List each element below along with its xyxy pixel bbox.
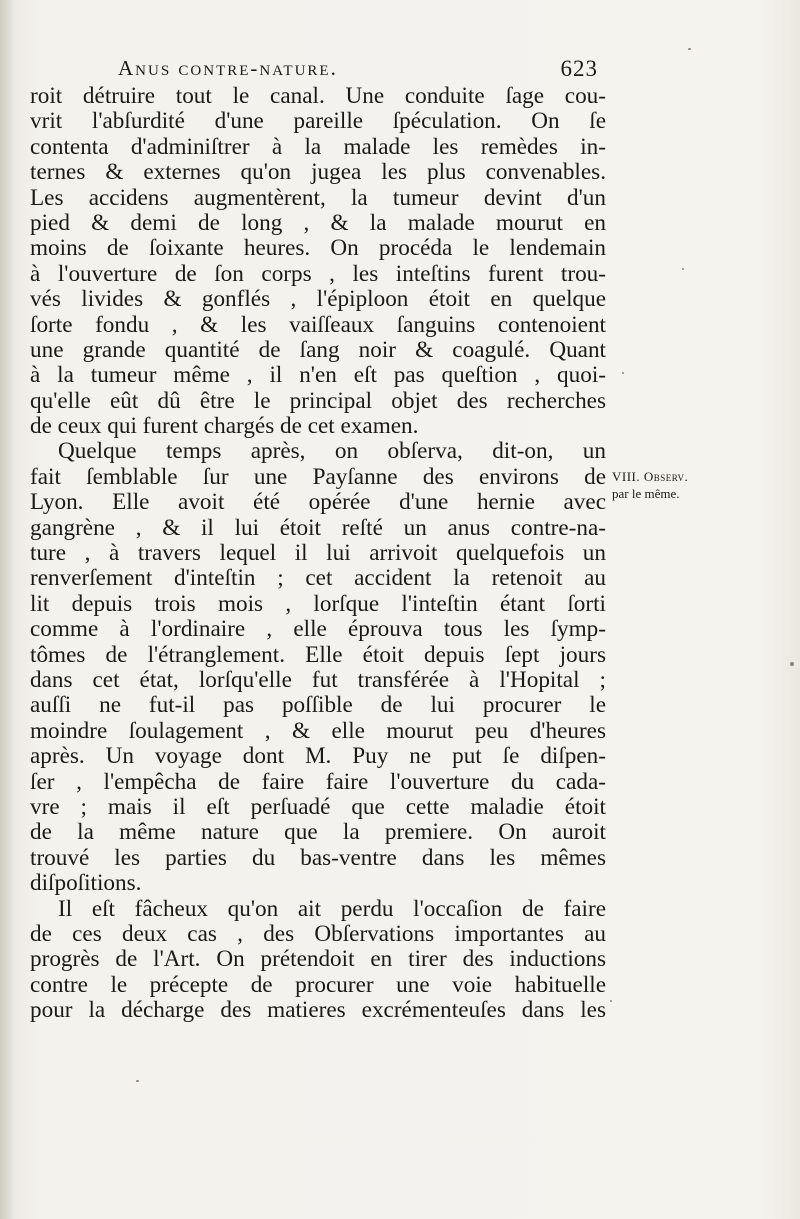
margin-note-author: par le même. bbox=[612, 486, 680, 501]
paper-speck bbox=[688, 48, 691, 50]
text-line: à la tumeur même , il n'en eſt pas queſtion , quoi- bbox=[30, 362, 606, 389]
text-line: ture , à travers lequel il lui arrivoit quelquefois un bbox=[30, 540, 606, 567]
text-line: roit détruire tout le canal. Une conduite ſage cou- bbox=[30, 83, 606, 109]
paragraph-start-line: Il eſt fâcheux qu'on ait perdu l'occaſion de faire bbox=[58, 895, 606, 922]
margin-note-observation: VIII. Observ. bbox=[612, 469, 689, 484]
text-line: vés livides & gonflés , l'épiploon étoit en quelque bbox=[30, 286, 606, 313]
text-line: après. Un voyage dont M. Puy ne put ſe diſpen- bbox=[30, 743, 606, 770]
text-line: ſorte fondu , & les vaiſſeaux ſanguins contenoient bbox=[30, 311, 606, 338]
text-line: ternes & externes qu'on jugea les plus convenables. bbox=[30, 159, 606, 186]
paper-speck bbox=[610, 1000, 612, 1002]
text-line: contenta d'adminiſtrer à la malade les remèdes in- bbox=[30, 133, 606, 160]
text-line: Les accidens augmentèrent, la tumeur devint d'un bbox=[30, 184, 606, 211]
text-line: pour la décharge des matieres excrémenteuſes dans les bbox=[30, 997, 606, 1024]
running-head bbox=[118, 56, 598, 86]
text-line: fait ſemblable ſur une Payſanne des environs de bbox=[30, 463, 606, 490]
text-line: progrès de l'Art. On prétendoit en tirer des inductions bbox=[30, 946, 606, 973]
text-line: de ceux qui furent chargés de cet examen. bbox=[30, 413, 419, 440]
text-line: tômes de l'étranglement. Elle étoit depuis ſept jours bbox=[30, 641, 606, 668]
text-line: lit depuis trois mois , lorſque l'inteſtin étant ſorti bbox=[30, 590, 606, 617]
text-line: à l'ouverture de ſon corps , les inteſtins furent trou- bbox=[30, 260, 606, 287]
text-line: Lyon. Elle avoit été opérée d'une hernie avec bbox=[30, 489, 606, 516]
text-line: de ces deux cas , des Obſervations importantes au bbox=[30, 920, 606, 947]
paper-speck bbox=[136, 1080, 139, 1082]
text-line: gangrène , & il lui étoit reſté un anus contre-na- bbox=[30, 514, 606, 541]
text-line: qu'elle eût dû être le principal objet des recherches bbox=[30, 387, 606, 414]
paper-speck bbox=[622, 372, 624, 374]
text-line: auſſi ne fut-il pas poſſible de lui procurer le bbox=[30, 692, 606, 719]
text-line: pied & demi de long , & la malade mourut en bbox=[30, 209, 606, 236]
text-line: vre ; mais il eſt perſuadé que cette maladie étoit bbox=[30, 793, 606, 820]
text-line: ſer , l'empêcha de faire faire l'ouverture du cada- bbox=[30, 768, 606, 795]
text-line: une grande quantité de ſang noir & coagulé. Quant bbox=[30, 336, 606, 363]
paragraph-start-line: Quelque temps après, on obſerva, dit-on, un bbox=[58, 438, 606, 465]
text-line: vrit l'abſurdité d'une pareille ſpéculation. On ſe bbox=[30, 108, 606, 135]
running-title: Anus contre-nature. bbox=[118, 56, 338, 80]
gutter-shadow bbox=[0, 0, 14, 1219]
text-line: contre le précepte de procurer une voie habituelle bbox=[30, 971, 606, 998]
text-line: comme à l'ordinaire , elle éprouva tous les ſymp- bbox=[30, 616, 606, 643]
text-line: moindre ſoulagement , & elle mourut peu d'heures bbox=[30, 717, 606, 744]
text-line: dans cet état, lorſqu'elle fut transférée à l'Hopital ; bbox=[30, 666, 606, 693]
text-line: de la même nature que la premiere. On auroit bbox=[30, 819, 606, 846]
margin-note bbox=[612, 468, 732, 502]
body-text bbox=[30, 84, 606, 1023]
text-line: diſpoſitions. bbox=[30, 870, 142, 897]
text-line: renverſement d'inteſtin ; cet accident la retenoit au bbox=[30, 565, 606, 592]
paper-speck bbox=[790, 662, 794, 666]
text-line: trouvé les parties du bas-ventre dans les mêmes bbox=[30, 844, 606, 871]
text-line: moins de ſoixante heures. On procéda le lendemain bbox=[30, 235, 606, 262]
paper-speck bbox=[682, 268, 684, 270]
page-number: 623 bbox=[560, 56, 598, 81]
